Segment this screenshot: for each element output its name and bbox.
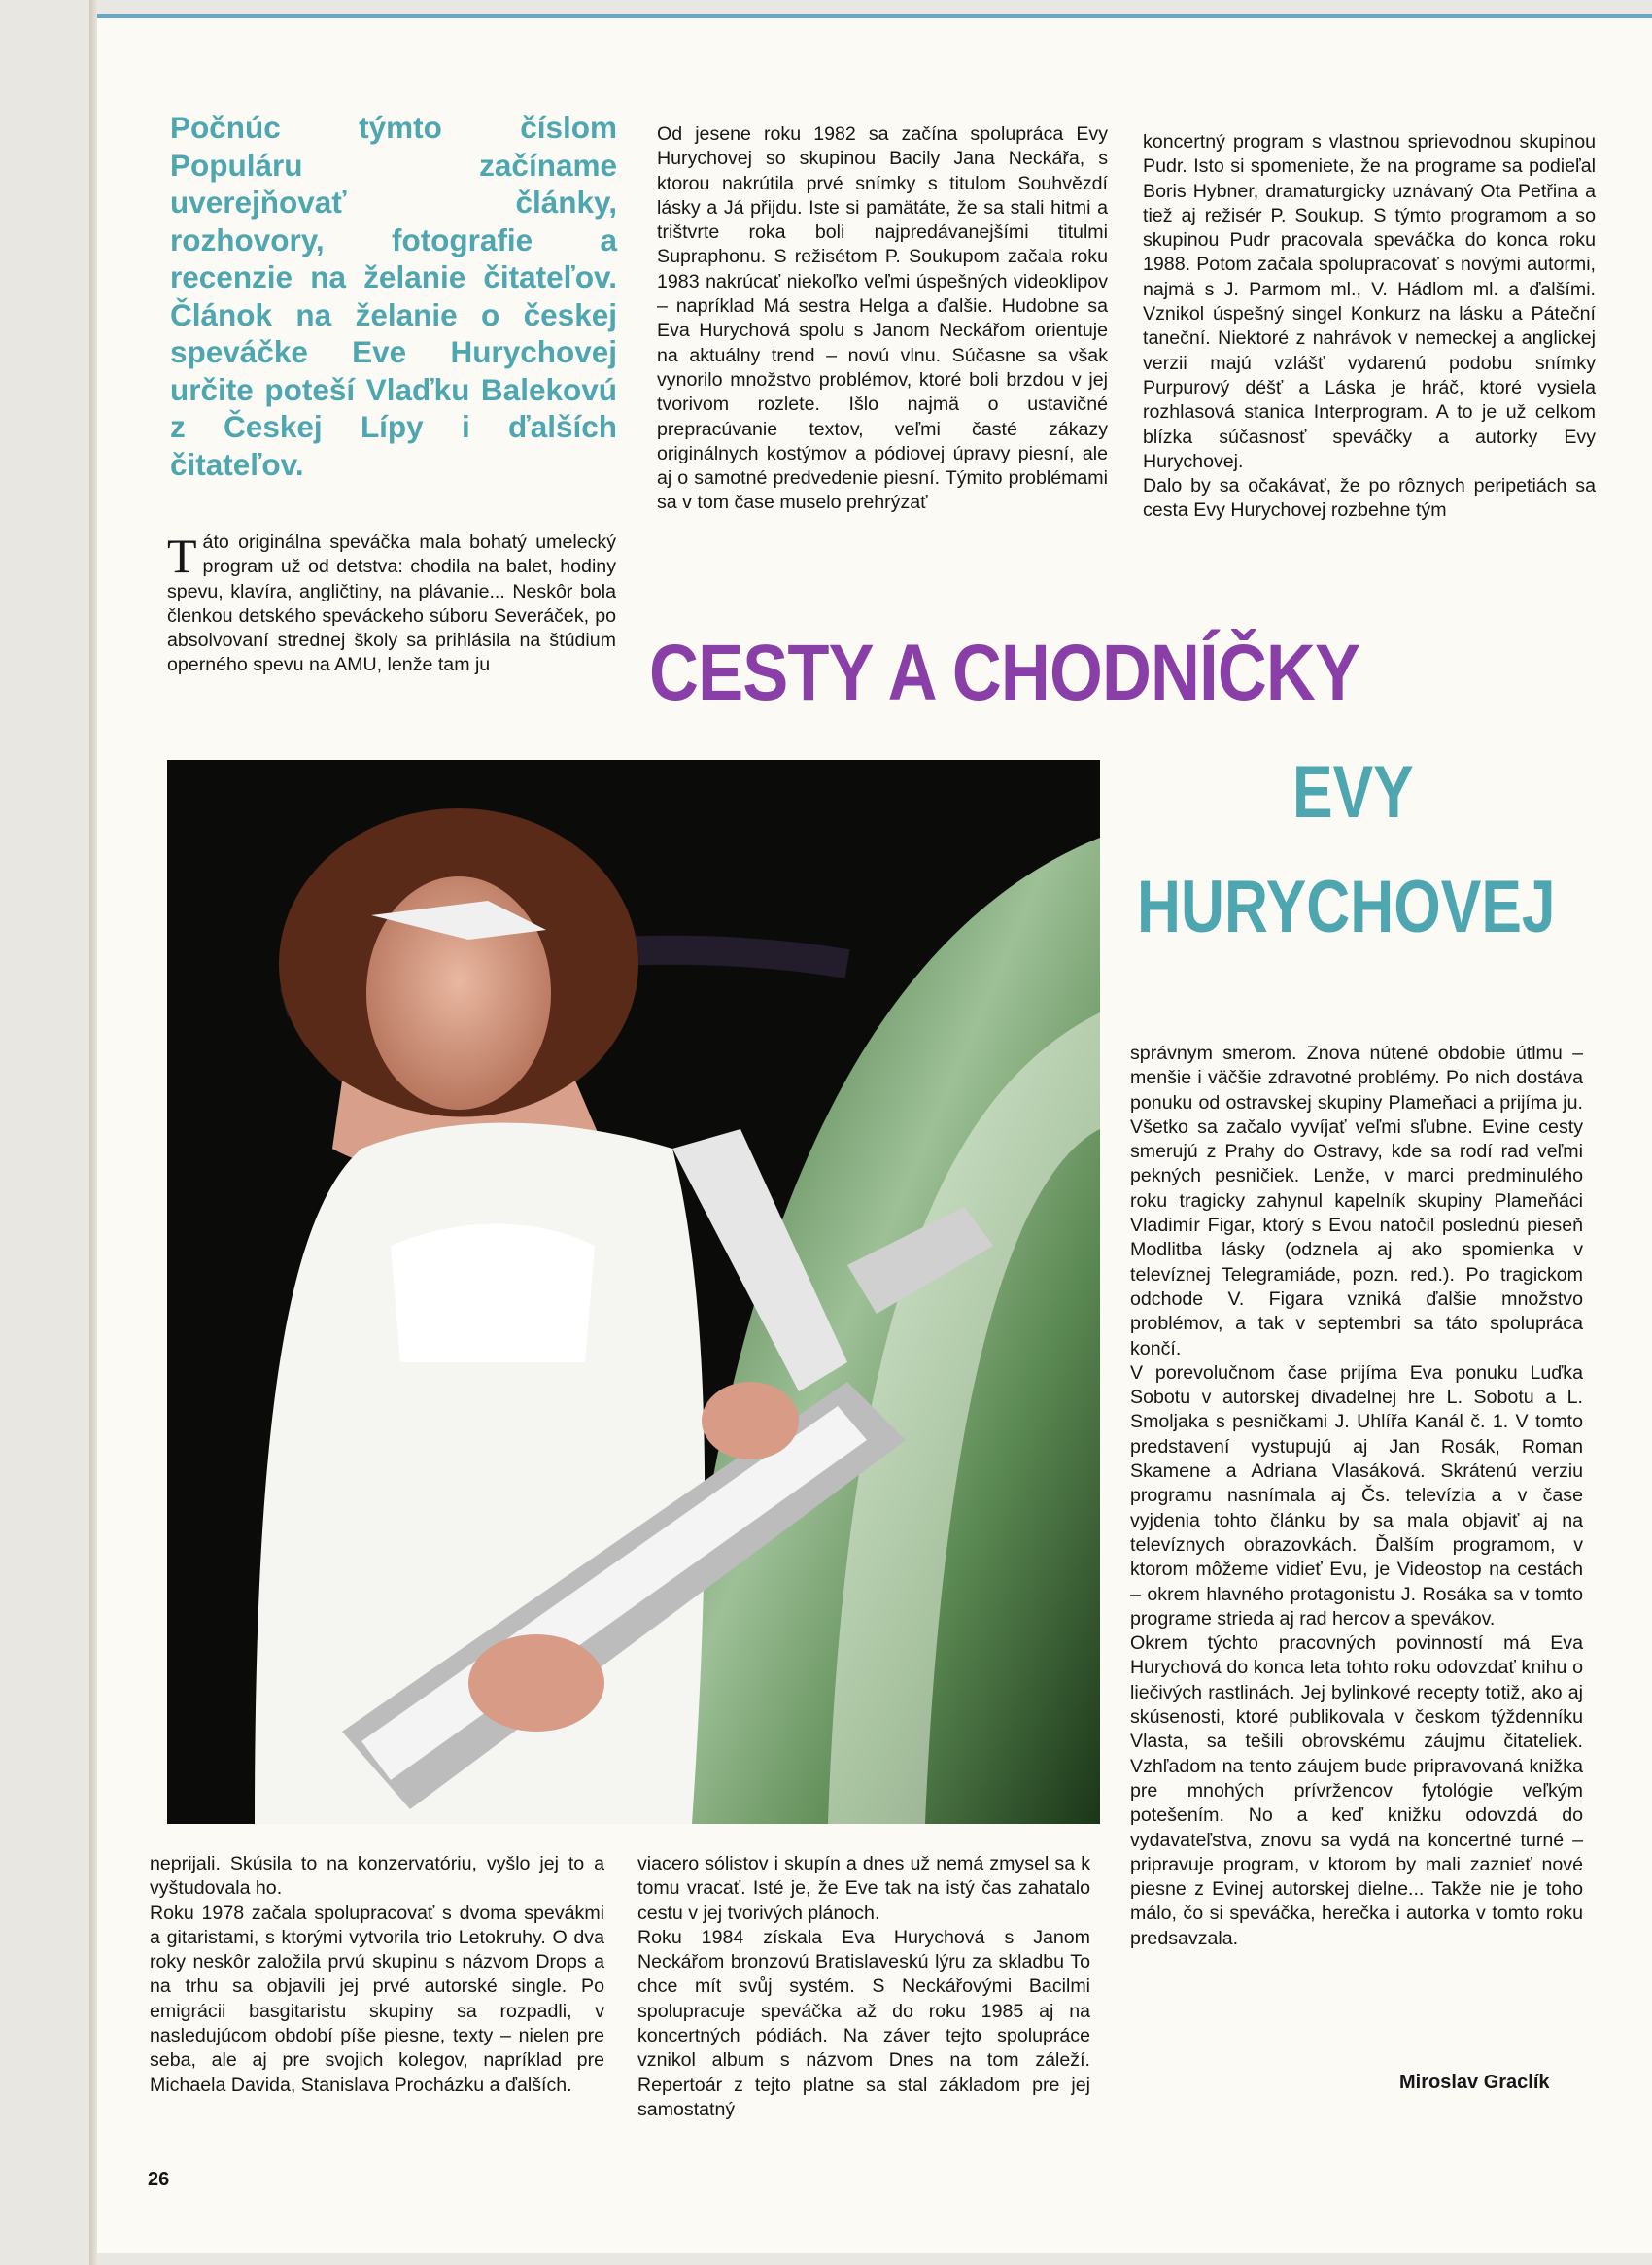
column-2-top [657,122,1108,516]
headline: CESTY A CHODNÍČKY [649,629,1360,717]
column-1-bottom-paragraph: neprijali. Skúsila to na konzervatóriu, vyšlo jej to a vyštudovala ho. [150,1853,604,1900]
column-1-top-text: áto originálna speváčka mala bohatý umelecký program už od detstva: chodila na balet, hodiny spevu, klavíra, angličtiny, na plávanie... Neskôr bola členkou detského speváckeho súboru Severáček, po absolvovaní strednej školy sa prihlásila na štúdium operného spevu na AMU, lenže tam ju [167,532,616,676]
subtitle-line-2: HURYCHOVEJ [1137,866,1556,948]
singer-photo [167,760,1100,1824]
column-3-top [1143,130,1596,524]
column-3-right [1130,1042,1583,1951]
column-3-top-paragraph-1: koncertný program s vlastnou sprievodnou skupinou Pudr. Isto si spomeniete, že na programe sa podieľal Boris Hybner, dramaturgicky uznávaný Ota Petřina a tiež aj režisér P. Soukup. S týmto programom a so skupinou Pudr pracovala speváčka do konca roku 1988. Potom začala spolupracovať s novými autormi, najmä s J. Parmom ml., V. Hádlom ml. a ďalšími. Vznikol úspešný singel Konkurz na lásku a Páteční taneční. Niektoré z nahrávok v nemeckej a anglickej verzii majú vzlášť vydarenú podobu snímky Purpurový déšť a Láska je hráč, ktoré vysiela rozhlasová stanica Interprogram. A to je už celkom blízka súčasnosť speváčky a autorky Evy Hurychovej. [1143,131,1596,472]
column-1-top [167,531,616,678]
column-3-paragraph: Okrem týchto pracovných povinností má Eva Hurychová do konca leta tohto roku odovzdať knihu o liečivých rastlinách. Jej bylinkové recepty totiž, ako aj skúsenosti, ktoré publikovala v českom týždenníku Vlasta, sa tešili obrovskému záujmu čitateliek. Vzhľadom na tento záujem bude pripravovaná knižka pre mnohých prívržencov fytológie veľkým potešením. No a keď knižku odovzdá do vydavateľstva, znovu sa vydá na koncertné turné – pripravuje program, v ktorom by mali zaznieť nové piesne z Evinej autorskej dielne... Takže nie je toho málo, čo si speváčka, herečka i autorka v tomto roku predsavzala. [1130,1632,1583,1949]
column-3-paragraph: správnym smerom. Znova nútené obdobie útlmu – menšie i väčšie zdravotné problémy. Po nich dostáva ponuku od ostravskej skupiny Plameňaci a prijíma ju. Všetko sa začalo vyvíjať veľmi sľubne. Evine cesty smerujú z Prahy do Ostravy, kde sa rodí rad veľmi pekných pesničiek. Lenže, v marci predminulého roku tragicky zahynul kapelník skupiny Plameňáci Vladimír Figar, ktorý s Evou natočil poslednú pieseň Modlitba lásky (odznela aj ako spomienka v televíznej Telegramiáde, pozn. red.). Po tragickom odchode V. Figara vzniká ďalšie množstvo problémov, a tak v septembri sa táto spolupráca končí. [1130,1043,1583,1359]
column-3-paragraph: V porevolučnom čase prijíma Eva ponuku Luďka Sobotu v autorskej divadelnej hre L. Sobotu a L. Smoljaka s pesničkami J. Uhlířa Kanál č. 1. V tomto predstavení vystupujú aj Jan Rosák, Roman Skamene a Adriana Vlasáková. Skrátenú verziu programu nasnímala aj Čs. televízia a v čase vyjdenia tohto článku by sa mala objaviť aj na televíznych obrazovkách. Ďalším programom, v ktorom môžeme vidieť Evu, je Videostop na cestách – okrem hlavného protagonistu J. Rosáka sa v tomto programe strieda aj rad hercov a spevákov. [1130,1361,1583,1630]
column-1-bottom [150,1852,604,2098]
column-2-top-text: Od jesene roku 1982 sa začína spolupráca Evy Hurychovej so skupinou Bacily Jana Neckářa, s ktorou nakrútila prvé snímky s titulom Souhvězdí lásky a Já přijdu. Iste si pamätáte, že sa stali hitmi a trištvrte roka boli najpredávanejšími titulmi Supraphonu. S režisétom P. Soukupom začala roku 1983 nakrúcať niekoľko veľmi úspešných videoklipov – napríklad Má sestra Helga a ďalšie. Hudobne sa Eva Hurychová spolu s Janom Neckářom orientuje na aktuálny trend – novú vlnu. Súčasne sa však vynorilo množstvo problémov, ktoré boli brzdou v jej tvorivom rozlete. Išlo najmä o ustavičné prepracúvanie textov, veľmi časté zákazy originálnych kostýmov a pódiovej úpravy piesní, ale aj o samotné predvedenie piesní. Týmito problémami sa v tom čase muselo prehrýzať [657,123,1108,514]
column-1-bottom-paragraph: Roku 1978 začala spolupracovať s dvoma spevákmi a gitaristami, s ktorými vytvorila trio Letokruhy. O dva roky neskôr založila prvú skupinu s názvom Drops a na trhu sa objavili jej prvé autorské single. Po emigrácii basgitaristu skupiny sa rozpadli, v nasledujúcom období píše piesne, texty – nielen pre seba, ale aj pre svojich kolegov, napríklad pre Michaela Davida, Stanislava Procházku a ďalších. [150,1902,604,2096]
column-2-bottom-paragraph: Roku 1984 získala Eva Hurychová s Janom Neckářom bronzovú Bratislaveskú lýru za skladbu To chce mít svůj systém. S Neckářovými Bacilmi spolupracuje speváčka až do roku 1985 aj na koncertných pódiách. Na záver tejto spolupráce vznikol album s názvom Dnes na tom záleží. Repertoár z tejto platne sa stal základom pre jej samostatný [637,1926,1090,2120]
intro-lead: Počnúc týmto číslom Populáru začíname uverejňovať články, rozhovory, fotografie a recenzie na želanie čitateľov. Článok na želanie o českej speváčke Eve Hurychovej určite poteší Vlaďku Balekovú z Českej Lípy i ďalších čitateľov. [170,110,617,482]
column-3-top-paragraph-2: Dalo by sa očakávať, že po rôznych peripetiách sa cesta Evy Hurychovej rozbehne tým [1143,475,1596,522]
singer-photo-illustration [167,760,1100,1824]
page-number: 26 [148,2169,170,2190]
drop-cap: T [167,529,197,583]
column-2-bottom [637,1852,1090,2122]
author-byline: Miroslav Graclík [1399,2072,1550,2093]
column-2-bottom-paragraph: viacero sólistov i skupín a dnes už nemá zmysel sa k tomu vracať. Isté je, že Eve tak na istý čas zahatalo cestu v jej tvorivých plánoch. [637,1853,1090,1924]
subtitle-line-1: EVY [1292,751,1414,834]
